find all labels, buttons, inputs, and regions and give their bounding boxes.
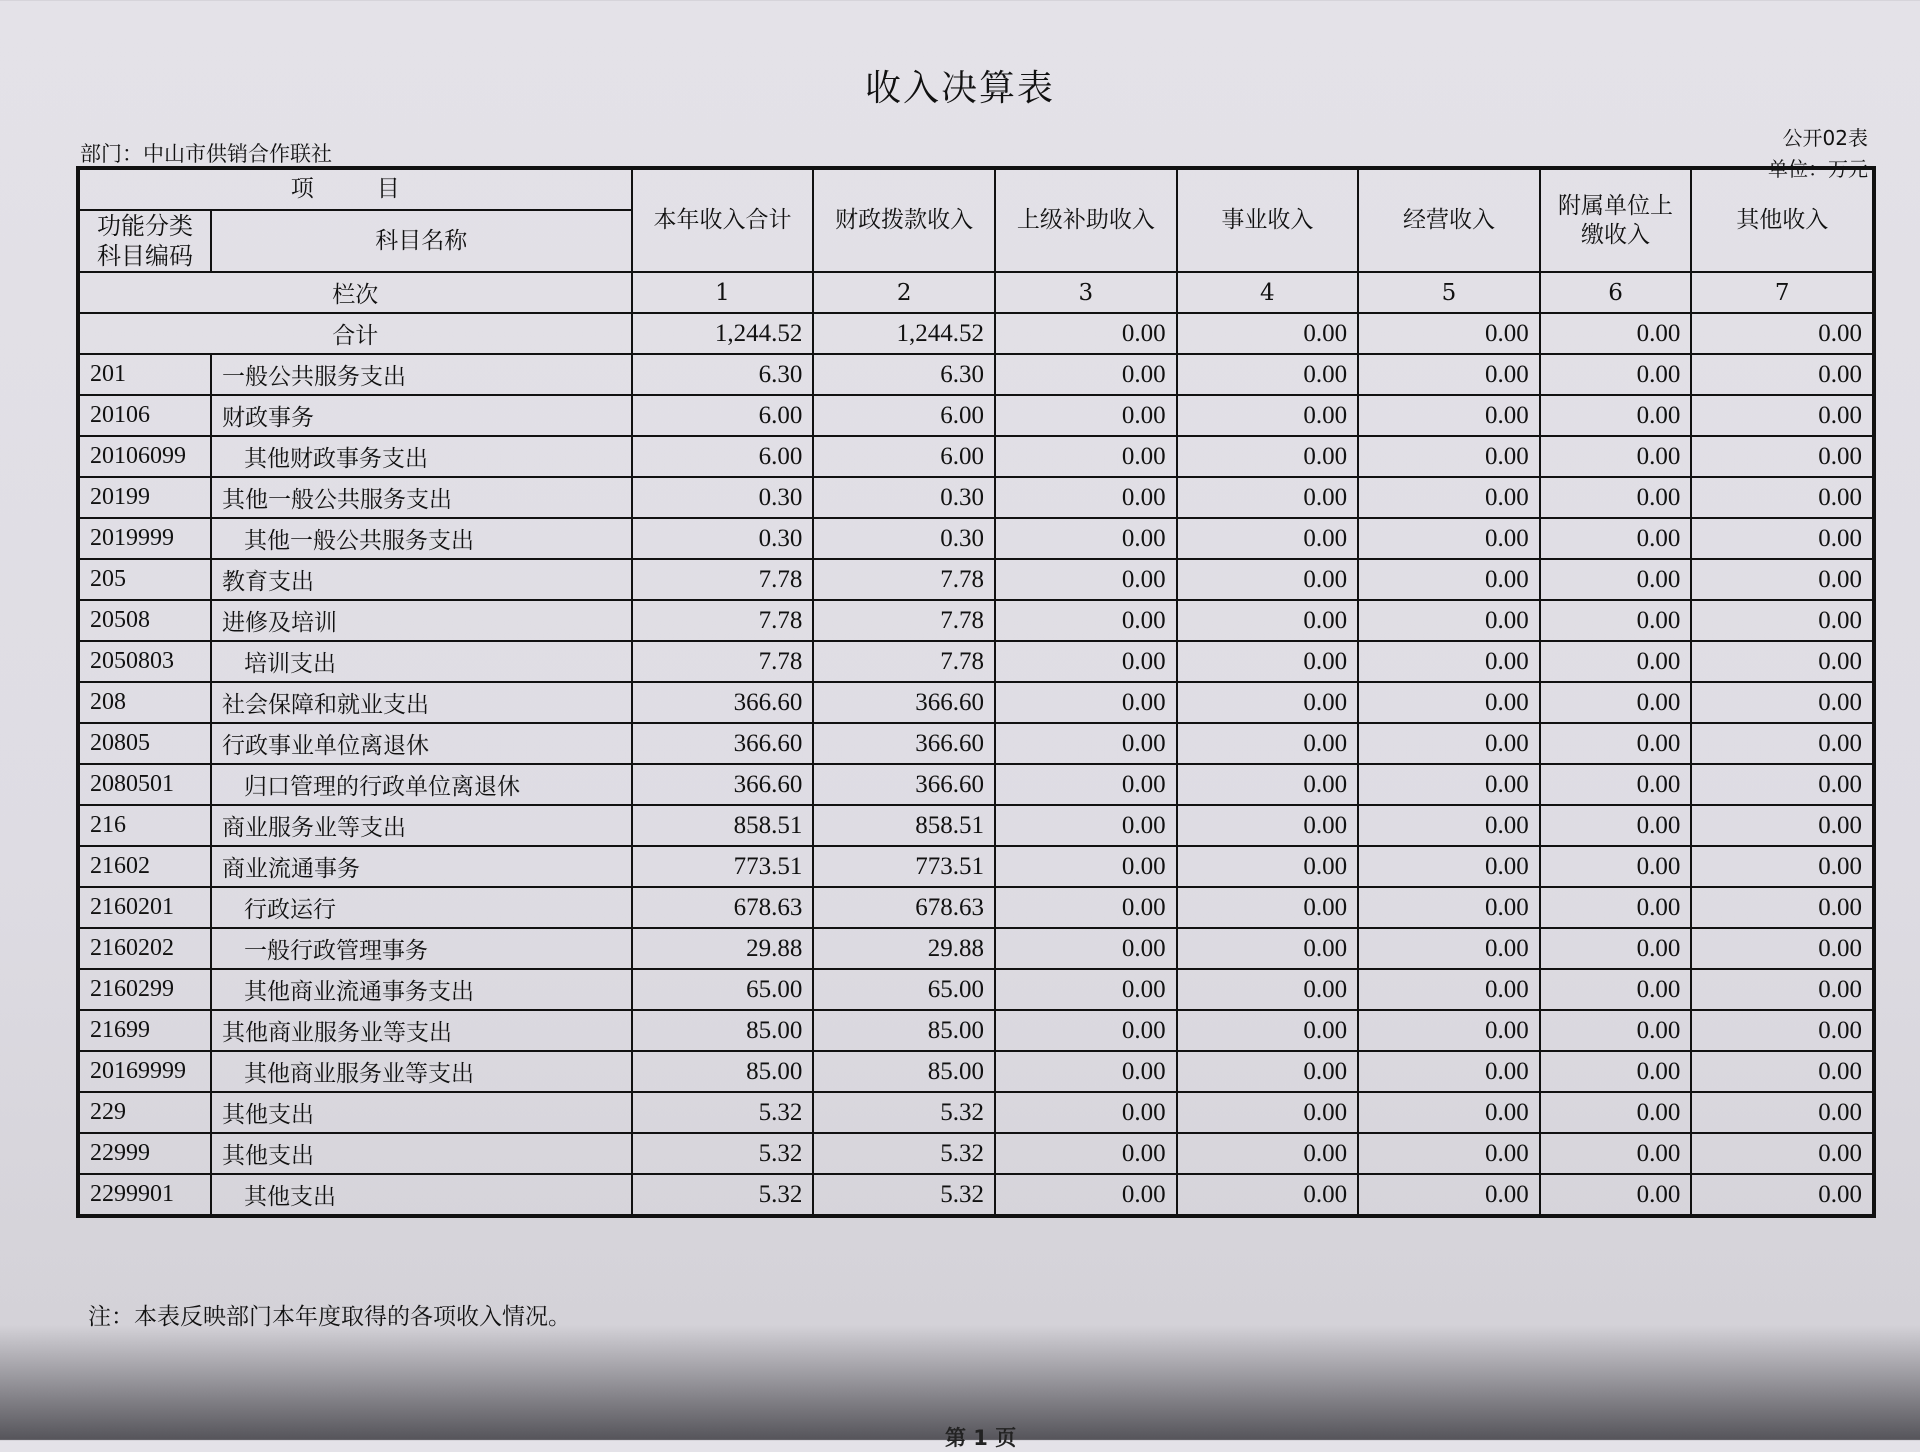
account-name: 财政事务 [211,395,632,436]
account-code: 2019999 [78,518,211,559]
amount-cell: 0.00 [1540,600,1692,641]
account-name: 归口管理的行政单位离退休 [211,764,632,805]
amount-cell: 0.00 [1691,641,1874,682]
account-code: 20199 [78,477,211,518]
amount-cell: 29.88 [813,928,995,969]
amount-cell: 0.00 [1540,354,1692,395]
amount-cell: 0.00 [1540,518,1692,559]
col-header-5: 经营收入 [1358,168,1540,272]
amount-cell: 366.60 [813,764,995,805]
amount-cell: 0.30 [632,518,814,559]
account-name: 其他支出 [211,1092,632,1133]
amount-cell: 0.00 [1177,682,1359,723]
amount-cell: 0.30 [813,477,995,518]
table-row [78,887,1874,928]
amount-cell: 0.00 [1177,764,1359,805]
amount-cell: 0.00 [1691,1092,1874,1133]
amount-cell: 0.00 [1691,477,1874,518]
amount-cell: 0.00 [1691,436,1874,477]
account-name: 行政运行 [211,887,632,928]
amount-cell: 0.00 [1358,559,1540,600]
amount-cell: 7.78 [632,600,814,641]
amount-cell: 0.00 [1540,395,1692,436]
amount-cell: 6.30 [813,354,995,395]
account-code: 229 [78,1092,211,1133]
amount-cell: 0.00 [1177,600,1359,641]
amount-cell: 5.32 [632,1092,814,1133]
account-code: 21699 [78,1010,211,1051]
account-name: 其他支出 [211,1133,632,1174]
amount-cell: 85.00 [813,1010,995,1051]
amount-cell: 7.78 [632,559,814,600]
amount-cell: 0.00 [995,1010,1177,1051]
account-name: 行政事业单位离退休 [211,723,632,764]
column-number: 1 [632,272,814,313]
amount-cell: 0.00 [1177,1051,1359,1092]
account-code: 20805 [78,723,211,764]
amount-cell: 0.00 [1177,395,1359,436]
amount-cell: 0.00 [995,928,1177,969]
table-row [78,805,1874,846]
amount-cell: 0.00 [1177,723,1359,764]
total-value: 0.00 [1177,313,1359,354]
account-code: 208 [78,682,211,723]
account-name: 其他商业服务业等支出 [211,1010,632,1051]
amount-cell: 366.60 [813,723,995,764]
account-name: 其他一般公共服务支出 [211,518,632,559]
amount-cell: 0.00 [1177,518,1359,559]
amount-cell: 0.00 [995,1051,1177,1092]
amount-cell: 0.00 [1177,1010,1359,1051]
amount-cell: 0.00 [1177,641,1359,682]
amount-cell: 0.00 [995,805,1177,846]
account-name: 进修及培训 [211,600,632,641]
amount-cell: 0.00 [1540,723,1692,764]
amount-cell: 678.63 [813,887,995,928]
table-row [78,1092,1874,1133]
account-name: 其他商业服务业等支出 [211,1051,632,1092]
account-code: 216 [78,805,211,846]
col-header-4: 事业收入 [1177,168,1359,272]
table-row [78,600,1874,641]
amount-cell: 5.32 [813,1174,995,1216]
table-row [78,354,1874,395]
table-row [78,764,1874,805]
amount-cell: 0.00 [1691,1051,1874,1092]
amount-cell: 0.00 [1540,805,1692,846]
account-name: 其他一般公共服务支出 [211,477,632,518]
amount-cell: 0.00 [1540,764,1692,805]
amount-cell: 366.60 [813,682,995,723]
column-number-label: 栏次 [78,272,632,313]
amount-cell: 0.00 [1358,436,1540,477]
amount-cell: 0.00 [1358,1010,1540,1051]
amount-cell: 0.00 [1540,1051,1692,1092]
account-name: 教育支出 [211,559,632,600]
amount-cell: 0.00 [1358,354,1540,395]
table-row [78,395,1874,436]
amount-cell: 0.00 [995,641,1177,682]
amount-cell: 858.51 [813,805,995,846]
table-row [78,641,1874,682]
page-title: 收入决算表 [864,68,1055,109]
table-row [78,846,1874,887]
amount-cell: 0.00 [1358,805,1540,846]
col-header-7: 其他收入 [1691,168,1874,272]
amount-cell: 5.32 [813,1092,995,1133]
amount-cell: 0.00 [1691,600,1874,641]
amount-cell: 29.88 [632,928,814,969]
amount-cell: 0.00 [995,518,1177,559]
col-header-3: 上级补助收入 [995,168,1177,272]
amount-cell: 0.00 [1691,1133,1874,1174]
amount-cell: 0.00 [1358,1092,1540,1133]
amount-cell: 0.00 [1691,887,1874,928]
amount-cell: 366.60 [632,723,814,764]
amount-cell: 85.00 [632,1010,814,1051]
amount-cell: 0.00 [995,723,1177,764]
account-name: 社会保障和就业支出 [211,682,632,723]
account-code: 20169999 [78,1051,211,1092]
amount-cell: 0.00 [1691,518,1874,559]
table-row [78,1010,1874,1051]
form-number: 公开02表 [1782,126,1868,150]
amount-cell: 678.63 [632,887,814,928]
table-row [78,969,1874,1010]
account-name: 一般公共服务支出 [211,354,632,395]
account-code: 2160299 [78,969,211,1010]
amount-cell: 0.00 [1691,723,1874,764]
amount-cell: 6.30 [632,354,814,395]
amount-cell: 5.32 [813,1133,995,1174]
account-code: 205 [78,559,211,600]
amount-cell: 0.00 [1358,846,1540,887]
column-number-row [78,272,1874,313]
total-value: 0.00 [1358,313,1540,354]
amount-cell: 0.00 [1358,682,1540,723]
amount-cell: 0.00 [995,846,1177,887]
account-name: 培训支出 [211,641,632,682]
amount-cell: 6.00 [632,436,814,477]
amount-cell: 0.00 [1358,518,1540,559]
amount-cell: 366.60 [632,764,814,805]
amount-cell: 0.00 [995,682,1177,723]
amount-cell: 0.00 [1540,928,1692,969]
account-code: 2299901 [78,1174,211,1216]
amount-cell: 65.00 [813,969,995,1010]
account-name: 商业服务业等支出 [211,805,632,846]
account-code: 22999 [78,1133,211,1174]
amount-cell: 0.00 [1358,928,1540,969]
column-number: 5 [1358,272,1540,313]
amount-cell: 0.00 [995,395,1177,436]
amount-cell: 0.00 [1177,1174,1359,1216]
amount-cell: 6.00 [632,395,814,436]
amount-cell: 0.00 [1691,354,1874,395]
account-code: 2050803 [78,641,211,682]
amount-cell: 0.00 [995,354,1177,395]
amount-cell: 0.00 [1358,764,1540,805]
amount-cell: 5.32 [632,1133,814,1174]
table-row [78,1133,1874,1174]
amount-cell: 773.51 [632,846,814,887]
amount-cell: 0.00 [1540,887,1692,928]
account-code: 2160202 [78,928,211,969]
total-value: 0.00 [1540,313,1692,354]
total-value: 1,244.52 [813,313,995,354]
amount-cell: 0.00 [995,764,1177,805]
column-number: 3 [995,272,1177,313]
amount-cell: 0.00 [1540,969,1692,1010]
amount-cell: 0.00 [1177,436,1359,477]
amount-cell: 0.00 [1358,477,1540,518]
amount-cell: 0.00 [1177,559,1359,600]
account-code: 2080501 [78,764,211,805]
amount-cell: 0.00 [1358,887,1540,928]
account-code: 2160201 [78,887,211,928]
amount-cell: 0.00 [1540,559,1692,600]
amount-cell: 0.00 [1691,1010,1874,1051]
amount-cell: 85.00 [813,1051,995,1092]
amount-cell: 0.00 [1691,559,1874,600]
account-code: 20106099 [78,436,211,477]
amount-cell: 0.00 [1540,1133,1692,1174]
amount-cell: 7.78 [813,641,995,682]
item-header: 项 目 [78,168,632,210]
amount-cell: 0.00 [1691,682,1874,723]
col-header-6: 附属单位上缴收入 [1540,168,1692,272]
amount-cell: 0.00 [1691,764,1874,805]
table-row [78,559,1874,600]
total-value: 0.00 [995,313,1177,354]
amount-cell: 0.00 [995,600,1177,641]
total-value: 0.00 [1691,313,1874,354]
table-row [78,518,1874,559]
amount-cell: 0.00 [995,887,1177,928]
amount-cell: 0.00 [995,1092,1177,1133]
amount-cell: 366.60 [632,682,814,723]
amount-cell: 0.00 [1691,395,1874,436]
amount-cell: 0.00 [1358,723,1540,764]
table-row [78,436,1874,477]
table-row [78,723,1874,764]
account-code: 20106 [78,395,211,436]
column-number: 6 [1540,272,1692,313]
amount-cell: 0.00 [1540,477,1692,518]
table-body [78,272,1874,1216]
amount-cell: 0.00 [1177,846,1359,887]
total-label: 合计 [78,313,632,354]
amount-cell: 6.00 [813,436,995,477]
amount-cell: 0.00 [1540,1010,1692,1051]
amount-cell: 0.30 [813,518,995,559]
amount-cell: 0.00 [1540,1174,1692,1216]
amount-cell: 0.00 [995,969,1177,1010]
amount-cell: 85.00 [632,1051,814,1092]
header-row-1 [78,168,1874,210]
table-row [78,1174,1874,1216]
amount-cell: 0.00 [1177,969,1359,1010]
amount-cell: 65.00 [632,969,814,1010]
amount-cell: 7.78 [632,641,814,682]
name-header: 科目名称 [211,210,632,272]
amount-cell: 0.00 [1540,436,1692,477]
account-code: 201 [78,354,211,395]
account-name: 其他支出 [211,1174,632,1216]
amount-cell: 0.00 [1691,846,1874,887]
amount-cell: 0.00 [1358,395,1540,436]
amount-cell: 0.00 [995,1133,1177,1174]
amount-cell: 0.00 [1540,1092,1692,1133]
amount-cell: 0.00 [995,477,1177,518]
column-number: 7 [1691,272,1874,313]
amount-cell: 6.00 [813,395,995,436]
amount-cell: 7.78 [813,559,995,600]
total-row [78,313,1874,354]
amount-cell: 0.00 [1691,969,1874,1010]
amount-cell: 0.00 [1358,1133,1540,1174]
amount-cell: 0.00 [1177,887,1359,928]
account-name: 一般行政管理事务 [211,928,632,969]
amount-cell: 0.00 [1691,928,1874,969]
table-row [78,928,1874,969]
amount-cell: 773.51 [813,846,995,887]
amount-cell: 0.00 [1540,846,1692,887]
footnote: 注：本表反映部门本年度取得的各项收入情况。 [88,1304,571,1330]
amount-cell: 0.00 [1540,682,1692,723]
amount-cell: 0.00 [995,559,1177,600]
table-row [78,477,1874,518]
amount-cell: 0.00 [1540,641,1692,682]
amount-cell: 0.00 [1177,1133,1359,1174]
amount-cell: 0.30 [632,477,814,518]
amount-cell: 0.00 [1177,805,1359,846]
account-name: 其他财政事务支出 [211,436,632,477]
amount-cell: 0.00 [1691,1174,1874,1216]
col-header-1: 本年收入合计 [632,168,814,272]
account-code: 21602 [78,846,211,887]
amount-cell: 0.00 [1177,928,1359,969]
code-header: 功能分类科目编码 [78,210,211,272]
unit-label: 单位：万元 [1768,157,1868,181]
amount-cell: 0.00 [995,436,1177,477]
amount-cell: 0.00 [1358,600,1540,641]
income-final-accounts-table [76,166,1876,1218]
col-header-2: 财政拨款收入 [813,168,995,272]
total-value: 1,244.52 [632,313,814,354]
department-label: 部门：中山市供销合作联社 [80,142,332,166]
amount-cell: 0.00 [1358,641,1540,682]
amount-cell: 0.00 [1691,805,1874,846]
column-number: 4 [1177,272,1359,313]
account-name: 商业流通事务 [211,846,632,887]
page-number: 第 1 页 [945,1426,1017,1450]
amount-cell: 858.51 [632,805,814,846]
column-number: 2 [813,272,995,313]
table-row [78,1051,1874,1092]
account-name: 其他商业流通事务支出 [211,969,632,1010]
amount-cell: 0.00 [1177,477,1359,518]
amount-cell: 0.00 [1358,1051,1540,1092]
amount-cell: 0.00 [1358,1174,1540,1216]
amount-cell: 0.00 [1177,1092,1359,1133]
amount-cell: 0.00 [1177,354,1359,395]
amount-cell: 5.32 [632,1174,814,1216]
amount-cell: 0.00 [995,1174,1177,1216]
table-row [78,682,1874,723]
account-code: 20508 [78,600,211,641]
amount-cell: 7.78 [813,600,995,641]
amount-cell: 0.00 [1358,969,1540,1010]
